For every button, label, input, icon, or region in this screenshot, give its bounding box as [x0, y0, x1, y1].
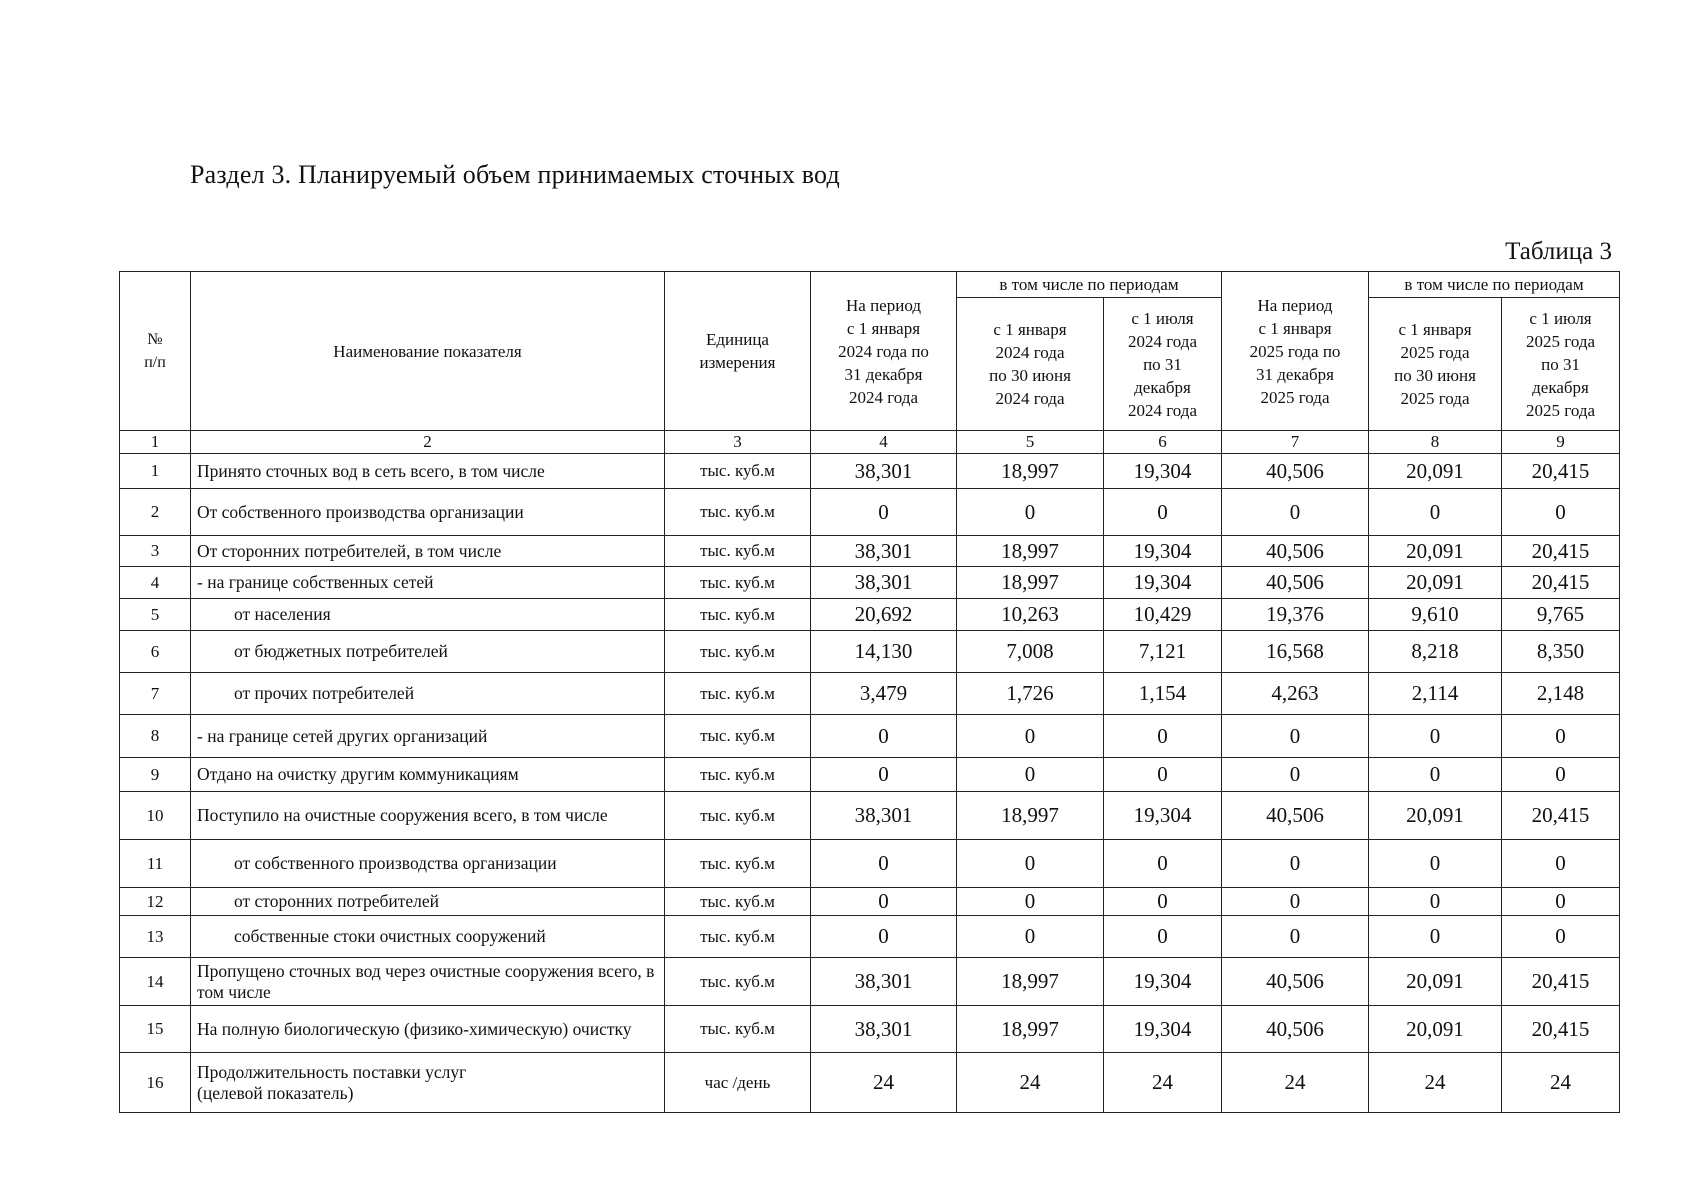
value-cell: 20,091 — [1369, 536, 1502, 567]
column-number: 8 — [1369, 431, 1502, 454]
value-cell: 20,415 — [1502, 1006, 1620, 1053]
value-cell: 24 — [811, 1053, 957, 1113]
indicator-name: На полную биологическую (физико-химическую) очистку — [191, 1006, 665, 1053]
column-number: 1 — [120, 431, 191, 454]
value-cell: 1,726 — [957, 673, 1104, 715]
unit-cell: тыс. куб.м — [665, 758, 811, 792]
column-number: 3 — [665, 431, 811, 454]
header-h1-2024: с 1 января 2024 года по 30 июня 2024 года — [957, 298, 1104, 431]
value-cell: 0 — [957, 916, 1104, 958]
header-h2-2024: с 1 июля 2024 года по 31 декабря 2024 года — [1104, 298, 1222, 431]
value-cell: 38,301 — [811, 958, 957, 1006]
indicator-name: От сторонних потребителей, в том числе — [191, 536, 665, 567]
unit-cell: тыс. куб.м — [665, 958, 811, 1006]
value-cell: 0 — [1222, 758, 1369, 792]
value-cell: 0 — [1104, 715, 1222, 758]
unit-cell: час /день — [665, 1053, 811, 1113]
unit-cell: тыс. куб.м — [665, 715, 811, 758]
indicator-name: Поступило на очистные сооружения всего, в том числе — [191, 792, 665, 840]
unit-cell: тыс. куб.м — [665, 567, 811, 599]
value-cell: 0 — [957, 715, 1104, 758]
value-cell: 20,415 — [1502, 536, 1620, 567]
table-row — [120, 489, 1620, 536]
row-number: 1 — [120, 454, 191, 489]
row-number: 7 — [120, 673, 191, 715]
indicator-name: - на границе собственных сетей — [191, 567, 665, 599]
column-number-row — [120, 431, 1620, 454]
value-cell: 38,301 — [811, 567, 957, 599]
table-row — [120, 599, 1620, 631]
header-name: Наименование показателя — [191, 272, 665, 431]
value-cell: 0 — [1369, 715, 1502, 758]
indicator-name: Продолжительность поставки услуг (целевой показатель) — [191, 1053, 665, 1113]
value-cell: 40,506 — [1222, 536, 1369, 567]
value-cell: 40,506 — [1222, 958, 1369, 1006]
header-num: № п/п — [120, 272, 191, 431]
table-row — [120, 715, 1620, 758]
table-row — [120, 454, 1620, 489]
value-cell: 8,350 — [1502, 631, 1620, 673]
column-number: 6 — [1104, 431, 1222, 454]
indicator-name: от собственного производства организации — [191, 840, 665, 888]
value-cell: 18,997 — [957, 536, 1104, 567]
row-number: 2 — [120, 489, 191, 536]
unit-cell: тыс. куб.м — [665, 631, 811, 673]
value-cell: 24 — [1502, 1053, 1620, 1113]
table-row — [120, 631, 1620, 673]
value-cell: 0 — [811, 916, 957, 958]
header-period-2024: На период с 1 января 2024 года по 31 декабря 2024 года — [811, 272, 957, 431]
table-caption: Таблица 3 — [1505, 238, 1612, 265]
value-cell: 19,304 — [1104, 1006, 1222, 1053]
value-cell: 0 — [1104, 916, 1222, 958]
indicator-name: Отдано на очистку другим коммуникациям — [191, 758, 665, 792]
value-cell: 19,304 — [1104, 958, 1222, 1006]
value-cell: 18,997 — [957, 1006, 1104, 1053]
indicator-name: собственные стоки очистных сооружений — [191, 916, 665, 958]
value-cell: 3,479 — [811, 673, 957, 715]
value-cell: 0 — [811, 840, 957, 888]
value-cell: 20,091 — [1369, 1006, 1502, 1053]
header-h1-2025: с 1 января 2025 года по 30 июня 2025 года — [1369, 298, 1502, 431]
value-cell: 24 — [1104, 1053, 1222, 1113]
column-number: 5 — [957, 431, 1104, 454]
value-cell: 2,114 — [1369, 673, 1502, 715]
value-cell: 16,568 — [1222, 631, 1369, 673]
value-cell: 24 — [957, 1053, 1104, 1113]
row-number: 6 — [120, 631, 191, 673]
value-cell: 38,301 — [811, 536, 957, 567]
value-cell: 20,415 — [1502, 792, 1620, 840]
unit-cell: тыс. куб.м — [665, 599, 811, 631]
value-cell: 38,301 — [811, 1006, 957, 1053]
value-cell: 9,610 — [1369, 599, 1502, 631]
value-cell: 20,091 — [1369, 454, 1502, 489]
value-cell: 20,415 — [1502, 567, 1620, 599]
header-h2-2025: с 1 июля 2025 года по 31 декабря 2025 года — [1502, 298, 1620, 431]
table-row — [120, 840, 1620, 888]
row-number: 8 — [120, 715, 191, 758]
table-row — [120, 673, 1620, 715]
value-cell: 0 — [1369, 840, 1502, 888]
header-subperiods-2024: в том числе по периодам — [957, 272, 1222, 298]
indicator-name: от прочих потребителей — [191, 673, 665, 715]
value-cell: 0 — [1369, 888, 1502, 916]
row-number: 9 — [120, 758, 191, 792]
value-cell: 0 — [1104, 758, 1222, 792]
row-number: 11 — [120, 840, 191, 888]
header-period-2025: На период с 1 января 2025 года по 31 декабря 2025 года — [1222, 272, 1369, 431]
value-cell: 1,154 — [1104, 673, 1222, 715]
table-row — [120, 536, 1620, 567]
column-number: 7 — [1222, 431, 1369, 454]
table-row — [120, 888, 1620, 916]
indicator-name: от сторонних потребителей — [191, 888, 665, 916]
value-cell: 0 — [1104, 840, 1222, 888]
unit-cell: тыс. куб.м — [665, 792, 811, 840]
value-cell: 0 — [1104, 888, 1222, 916]
wastewater-volume-table — [119, 271, 1620, 1113]
value-cell: 0 — [1222, 840, 1369, 888]
indicator-name: от бюджетных потребителей — [191, 631, 665, 673]
header-subperiods-2025: в том числе по периодам — [1369, 272, 1620, 298]
row-number: 16 — [120, 1053, 191, 1113]
indicator-name: От собственного производства организации — [191, 489, 665, 536]
value-cell: 40,506 — [1222, 454, 1369, 489]
value-cell: 0 — [957, 758, 1104, 792]
value-cell: 38,301 — [811, 792, 957, 840]
value-cell: 24 — [1369, 1053, 1502, 1113]
indicator-name: - на границе сетей других организаций — [191, 715, 665, 758]
table-row — [120, 567, 1620, 599]
table-row — [120, 792, 1620, 840]
table-row — [120, 1053, 1620, 1113]
unit-cell: тыс. куб.м — [665, 888, 811, 916]
value-cell: 10,429 — [1104, 599, 1222, 631]
value-cell: 0 — [811, 888, 957, 916]
value-cell: 0 — [957, 840, 1104, 888]
value-cell: 0 — [1502, 715, 1620, 758]
row-number: 10 — [120, 792, 191, 840]
unit-cell: тыс. куб.м — [665, 454, 811, 489]
header-unit: Единица измерения — [665, 272, 811, 431]
value-cell: 20,415 — [1502, 958, 1620, 1006]
column-number: 4 — [811, 431, 957, 454]
value-cell: 0 — [811, 715, 957, 758]
unit-cell: тыс. куб.м — [665, 489, 811, 536]
value-cell: 19,304 — [1104, 454, 1222, 489]
value-cell: 18,997 — [957, 792, 1104, 840]
value-cell: 0 — [1369, 916, 1502, 958]
unit-cell: тыс. куб.м — [665, 840, 811, 888]
value-cell: 0 — [1502, 758, 1620, 792]
value-cell: 20,415 — [1502, 454, 1620, 489]
value-cell: 2,148 — [1502, 673, 1620, 715]
value-cell: 19,304 — [1104, 567, 1222, 599]
value-cell: 20,091 — [1369, 958, 1502, 1006]
column-number: 2 — [191, 431, 665, 454]
table-row — [120, 1006, 1620, 1053]
value-cell: 20,091 — [1369, 792, 1502, 840]
value-cell: 19,304 — [1104, 792, 1222, 840]
value-cell: 0 — [811, 758, 957, 792]
value-cell: 8,218 — [1369, 631, 1502, 673]
value-cell: 0 — [957, 489, 1104, 536]
value-cell: 0 — [1222, 489, 1369, 536]
value-cell: 0 — [811, 489, 957, 536]
table-row — [120, 758, 1620, 792]
indicator-name: от населения — [191, 599, 665, 631]
table-row — [120, 958, 1620, 1006]
row-number: 5 — [120, 599, 191, 631]
value-cell: 0 — [1222, 715, 1369, 758]
value-cell: 0 — [1369, 489, 1502, 536]
value-cell: 0 — [1502, 916, 1620, 958]
value-cell: 40,506 — [1222, 792, 1369, 840]
value-cell: 0 — [1502, 489, 1620, 536]
row-number: 4 — [120, 567, 191, 599]
row-number: 15 — [120, 1006, 191, 1053]
value-cell: 19,376 — [1222, 599, 1369, 631]
table-row — [120, 916, 1620, 958]
value-cell: 40,506 — [1222, 567, 1369, 599]
value-cell: 0 — [1222, 916, 1369, 958]
value-cell: 7,121 — [1104, 631, 1222, 673]
indicator-name: Принято сточных вод в сеть всего, в том числе — [191, 454, 665, 489]
value-cell: 40,506 — [1222, 1006, 1369, 1053]
row-number: 13 — [120, 916, 191, 958]
unit-cell: тыс. куб.м — [665, 916, 811, 958]
value-cell: 18,997 — [957, 454, 1104, 489]
section-title: Раздел 3. Планируемый объем принимаемых сточных вод — [190, 160, 840, 189]
value-cell: 0 — [957, 888, 1104, 916]
column-number: 9 — [1502, 431, 1620, 454]
value-cell: 18,997 — [957, 567, 1104, 599]
value-cell: 14,130 — [811, 631, 957, 673]
value-cell: 10,263 — [957, 599, 1104, 631]
unit-cell: тыс. куб.м — [665, 1006, 811, 1053]
indicator-name: Пропущено сточных вод через очистные сооружения всего, в том числе — [191, 958, 665, 1006]
value-cell: 0 — [1222, 888, 1369, 916]
row-number: 12 — [120, 888, 191, 916]
value-cell: 0 — [1104, 489, 1222, 536]
value-cell: 20,091 — [1369, 567, 1502, 599]
value-cell: 9,765 — [1502, 599, 1620, 631]
unit-cell: тыс. куб.м — [665, 536, 811, 567]
value-cell: 18,997 — [957, 958, 1104, 1006]
unit-cell: тыс. куб.м — [665, 673, 811, 715]
value-cell: 24 — [1222, 1053, 1369, 1113]
value-cell: 20,692 — [811, 599, 957, 631]
value-cell: 0 — [1369, 758, 1502, 792]
value-cell: 19,304 — [1104, 536, 1222, 567]
value-cell: 7,008 — [957, 631, 1104, 673]
value-cell: 0 — [1502, 840, 1620, 888]
row-number: 3 — [120, 536, 191, 567]
value-cell: 38,301 — [811, 454, 957, 489]
row-number: 14 — [120, 958, 191, 1006]
value-cell: 4,263 — [1222, 673, 1369, 715]
value-cell: 0 — [1502, 888, 1620, 916]
